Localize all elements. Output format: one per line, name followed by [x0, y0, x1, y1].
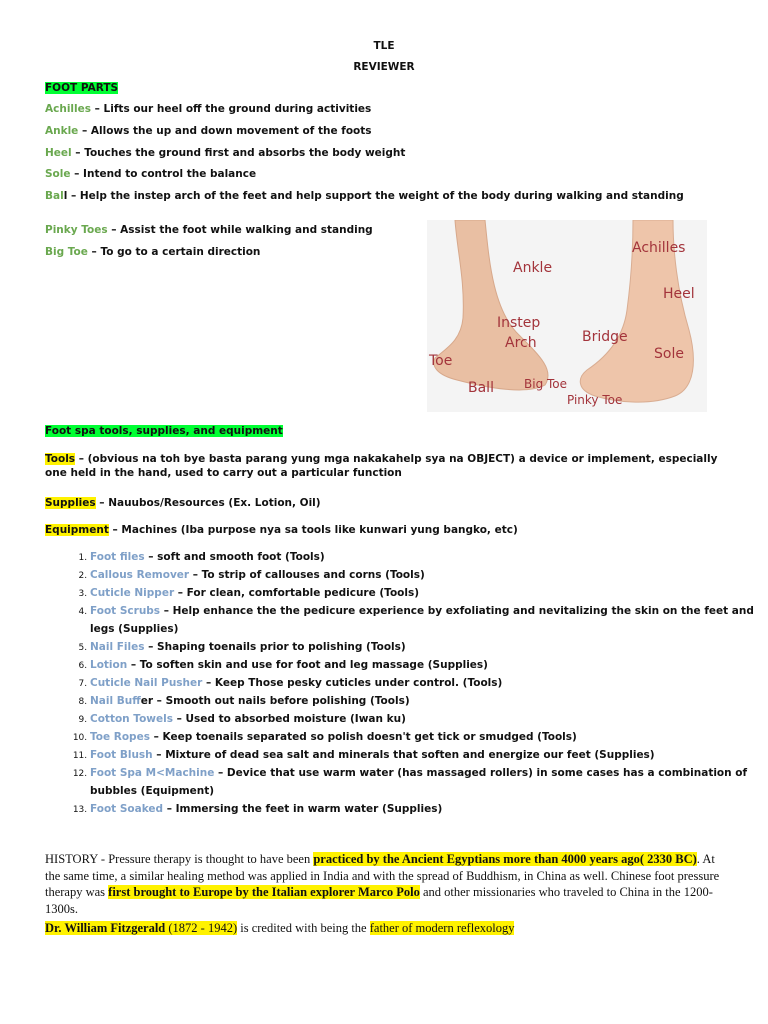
tools-desc: – (obvious na toh bye basta parang yung mga nakakahelp sya na OBJECT) a device or implement, especially one held in the hand, used to carry out a particular function [45, 453, 718, 479]
list-item-term: Foot Scrubs [90, 605, 161, 617]
foot-part-desc: – Help the instep arch of the feet and help support the weight of the body during walking and standing [67, 190, 684, 202]
tools-label: Tools [45, 453, 76, 465]
supplies-label: Supplies [45, 497, 96, 509]
foot-part-desc: – Allows the up and down movement of the foots [78, 125, 372, 137]
credit-mid: is credited with being the [237, 921, 370, 935]
foot-part-item [45, 168, 256, 180]
list-item-term: Toe Ropes [90, 731, 150, 743]
spa-heading [45, 425, 283, 437]
label-bridge: Bridge [582, 329, 628, 345]
list-item [90, 692, 768, 710]
list-item-desc: – Device that use warm water (has massaged rollers) in some cases has a combination of bubbles (Equipment) [90, 767, 748, 797]
history-lead: HISTORY - Pressure therapy is thought to have been [45, 852, 314, 866]
list-item-term: Nail Files [90, 641, 145, 653]
credit-paragraph [45, 920, 725, 937]
supplies-definition [45, 497, 321, 509]
foot-part-desc: – Touches the ground first and absorbs the body weight [71, 147, 406, 159]
list-item-term-tail: er [140, 695, 154, 707]
list-item [90, 764, 768, 800]
list-item [90, 746, 768, 764]
list-item-desc: – Smooth out nails before polishing (Tools) [153, 695, 410, 707]
foot-part-item [45, 147, 405, 159]
list-item [90, 674, 768, 692]
label-heel: Heel [663, 286, 695, 302]
list-item-desc: – Mixture of dead sea salt and minerals that soften and energize our feet (Supplies) [152, 749, 655, 761]
foot-part-term: Ankle [45, 125, 79, 137]
label-pinky-toe: Pinky Toe [567, 393, 623, 407]
label-sole: Sole [654, 346, 684, 362]
foot-part-desc: – Lifts our heel off the ground during activities [91, 103, 372, 115]
list-item-term: Cotton Towels [90, 713, 173, 725]
spa-items-list [45, 548, 768, 818]
label-instep: Instep [497, 315, 541, 331]
list-item-desc: – To strip of callouses and corns (Tools) [189, 569, 425, 581]
list-item-desc: – Used to absorbed moisture (Iwan ku) [172, 713, 406, 725]
list-item-desc: – Shaping toenails prior to polishing (Tools) [144, 641, 406, 653]
label-ball: Ball [468, 380, 494, 396]
list-item-desc: – Keep toenails separated so polish doesn't get tick or smudged (Tools) [149, 731, 577, 743]
list-item [90, 728, 768, 746]
credit-highlight: father of modern reflexology [369, 921, 515, 935]
list-item [90, 602, 768, 638]
list-item-term: Foot files [90, 551, 145, 563]
list-item-term: Cuticle Nipper [90, 587, 175, 599]
foot-parts-figure [427, 220, 707, 412]
list-item-term: Nail Buff [90, 695, 141, 707]
history-highlight-europe: first brought to Europe by the Italian explorer Marco Polo [108, 885, 420, 899]
tools-definition [45, 452, 725, 480]
list-item [90, 710, 768, 728]
credit-name: Dr. William Fitzgerald [45, 921, 166, 935]
foot-part-term: Bal [45, 190, 64, 202]
list-item [90, 656, 768, 674]
foot-part-item [45, 103, 371, 115]
foot-part-desc: – Intend to control the balance [70, 168, 257, 180]
list-item-term: Foot Soaked [90, 803, 164, 815]
list-item-desc: – Immersing the feet in warm water (Supplies) [163, 803, 443, 815]
foot-part-item [45, 246, 260, 258]
list-item-term: Lotion [90, 659, 128, 671]
page-subtitle: REVIEWER [353, 61, 415, 73]
foot-part-term: Pinky Toes [45, 224, 108, 236]
history-highlight-egypt: practiced by the Ancient Egyptians more than 4000 years ago( 2330 BC) [313, 852, 697, 866]
label-ankle: Ankle [513, 260, 553, 276]
label-achilles: Achilles [632, 240, 686, 256]
history-mid: . At the same time, a similar healing method was applied in India and with the spread of Buddhism, in China as well. Chinese foot pressure therapy was [45, 852, 720, 899]
label-arch: Arch [505, 335, 537, 351]
history-paragraph [45, 851, 725, 917]
foot-illustration [427, 220, 707, 412]
foot-part-term: Heel [45, 147, 72, 159]
list-item [90, 548, 768, 566]
equipment-label: Equipment [45, 524, 109, 536]
page-title: TLE [373, 40, 395, 52]
foot-part-term-tail: l [63, 190, 68, 202]
equipment-definition [45, 524, 518, 536]
equipment-desc: – Machines (Iba purpose nya sa tools like kunwari yung bangko, etc) [108, 524, 518, 536]
list-item [90, 584, 768, 602]
list-item-desc: – soft and smooth foot (Tools) [144, 551, 325, 563]
list-item [90, 566, 768, 584]
list-item-term: Foot Spa M<Machine [90, 767, 215, 779]
supplies-desc: – Nauubos/Resources (Ex. Lotion, Oil) [95, 497, 321, 509]
label-toe: Toe [429, 353, 453, 369]
history-tail: and other missionaries who traveled to China in the 1200-1300s. [45, 885, 713, 916]
credit-years: (1872 - 1942) [165, 921, 238, 935]
foot-part-term: Achilles [45, 103, 91, 115]
foot-part-desc: – Assist the foot while walking and standing [107, 224, 373, 236]
foot-part-item [45, 125, 372, 137]
list-item [90, 638, 768, 656]
label-big-toe: Big Toe [524, 377, 568, 391]
foot-part-item [45, 224, 373, 236]
spa-heading-text: Foot spa tools, supplies, and equipment [45, 425, 283, 437]
foot-part-item [45, 189, 725, 203]
list-item-desc: – For clean, comfortable pedicure (Tools) [174, 587, 420, 599]
foot-parts-heading [45, 82, 118, 94]
list-item-desc: – To soften skin and use for foot and leg massage (Supplies) [127, 659, 488, 671]
list-item-term: Foot Blush [90, 749, 153, 761]
foot-part-term: Big Toe [45, 246, 88, 258]
list-item-term: Cuticle Nail Pusher [90, 677, 203, 689]
foot-part-desc: – To go to a certain direction [87, 246, 261, 258]
foot-parts-heading-text: FOOT PARTS [45, 82, 119, 94]
list-item-term: Callous Remover [90, 569, 190, 581]
list-item-desc: – Help enhance the the pedicure experience by exfoliating and nevitalizing the skin on the feet and legs (Supplies) [90, 605, 754, 635]
foot-part-term: Sole [45, 168, 71, 180]
list-item-desc: – Keep Those pesky cuticles under control. (Tools) [202, 677, 503, 689]
list-item [90, 800, 768, 818]
